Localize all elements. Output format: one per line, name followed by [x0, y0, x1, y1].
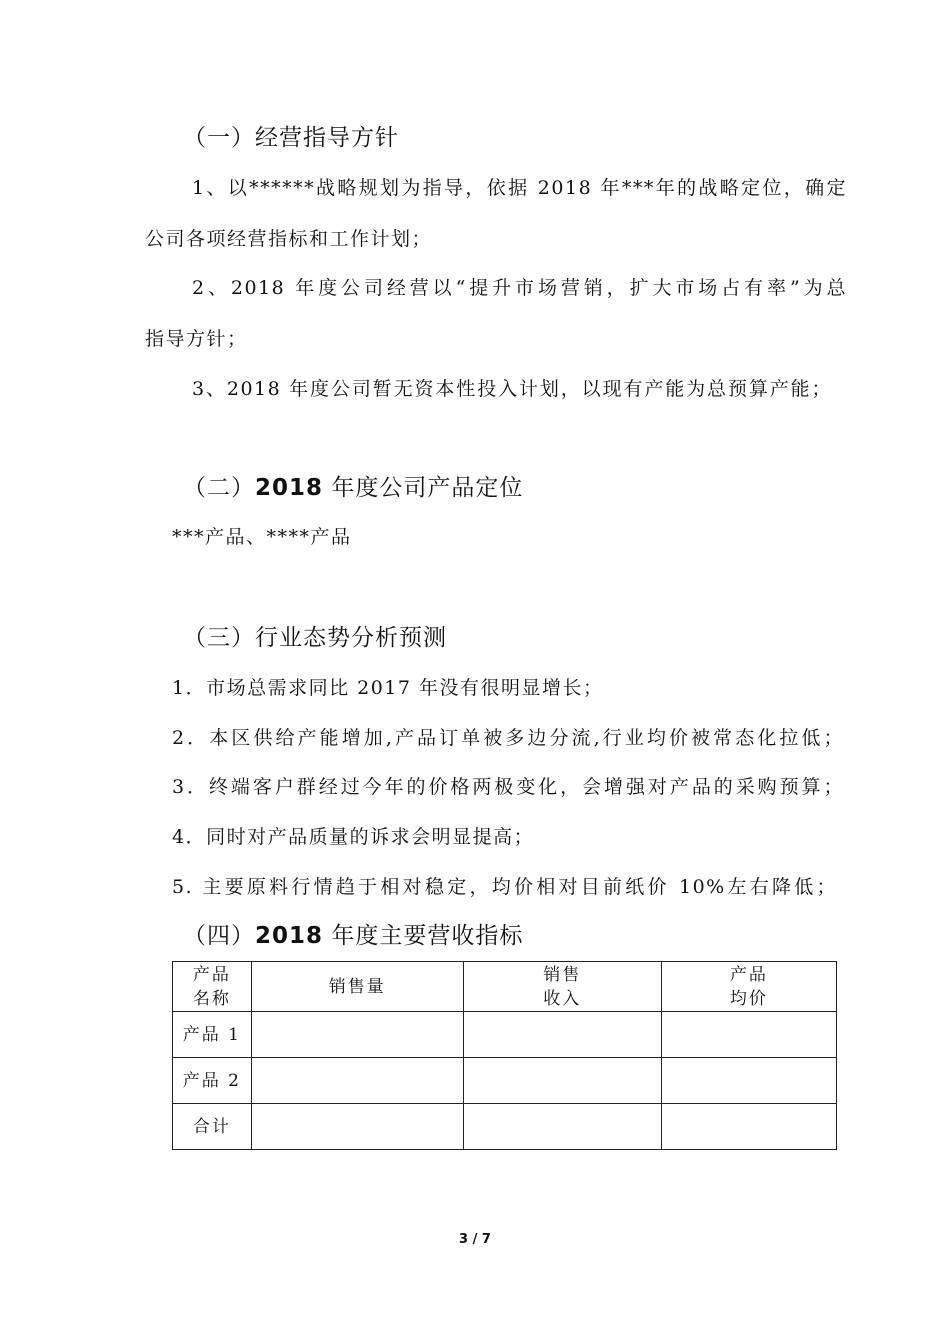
header-line: 均价 — [729, 988, 768, 1009]
table-header-row — [173, 962, 837, 1012]
table-row — [173, 1058, 837, 1104]
guideline-item-1-line-1: 1、以******战略规划为指导，依据 2018 年***年的战略定位，确定 — [192, 177, 847, 199]
analysis-item-1: 1．市场总需求同比 2017 年没有很明显增长； — [172, 677, 604, 699]
row-name-cell: 产品 1 — [173, 1012, 252, 1058]
header-product-name — [173, 962, 252, 1012]
empty-cell — [463, 1058, 661, 1104]
heading-rest: 年度公司产品定位 — [323, 475, 524, 501]
heading-prefix: （二） — [183, 475, 255, 501]
header-sales-revenue — [463, 962, 661, 1012]
header-average-price — [661, 962, 836, 1012]
guideline-item-3: 3、2018 年度公司暂无资本性投入计划，以现有产能为总预算产能； — [192, 378, 832, 400]
section-heading-industry-analysis: （三）行业态势分析预测 — [183, 625, 447, 651]
empty-cell — [661, 1012, 836, 1058]
table-row — [173, 1012, 837, 1058]
section-heading-revenue-targets — [183, 917, 523, 950]
row-name-cell: 产品 2 — [173, 1058, 252, 1104]
empty-cell — [251, 1058, 463, 1104]
empty-cell — [463, 1012, 661, 1058]
table-row — [173, 1104, 837, 1150]
header-line: 产品 — [729, 964, 768, 985]
header-line: 名称 — [192, 988, 231, 1009]
empty-cell — [661, 1104, 836, 1150]
heading-year: 2018 — [255, 475, 324, 501]
guideline-item-2-line-1: 2、2018 年度公司经营以“提升市场营销，扩大市场占有率”为总 — [192, 277, 847, 299]
heading-year: 2018 — [255, 923, 324, 949]
product-list: ***产品、****产品 — [172, 526, 352, 548]
heading-rest: 年度主要营收指标 — [323, 923, 524, 949]
page-number: 3 / 7 — [459, 1232, 491, 1247]
section-heading-product-positioning — [183, 469, 523, 502]
empty-cell — [661, 1058, 836, 1104]
header-sales-volume — [251, 962, 463, 1012]
revenue-targets-table — [172, 961, 837, 1150]
header-line: 销售 — [543, 964, 582, 985]
heading-prefix: （四） — [183, 923, 255, 949]
analysis-item-5: 5. 主要原料行情趋于相对稳定，均价相对目前纸价 10%左右降低； — [172, 876, 837, 898]
empty-cell — [251, 1012, 463, 1058]
row-name-cell: 合计 — [173, 1104, 252, 1150]
analysis-item-4: 4．同时对产品质量的诉求会明显提高； — [172, 826, 535, 848]
guideline-item-1-line-2: 公司各项经营指标和工作计划； — [145, 228, 433, 250]
header-line: 销售量 — [328, 976, 386, 997]
header-line: 产品 — [192, 964, 231, 985]
header-line: 收入 — [543, 988, 582, 1009]
empty-cell — [463, 1104, 661, 1150]
section-heading-guidelines: （一）经营指导方针 — [183, 125, 399, 151]
analysis-item-2: 2．本区供给产能增加,产品订单被多边分流,行业均价被常态化拉低； — [172, 727, 844, 749]
guideline-item-2-line-2: 指导方针； — [145, 328, 248, 350]
analysis-item-3: 3．终端客户群经过今年的价格两极变化，会增强对产品的采购预算； — [172, 776, 844, 798]
empty-cell — [251, 1104, 463, 1150]
